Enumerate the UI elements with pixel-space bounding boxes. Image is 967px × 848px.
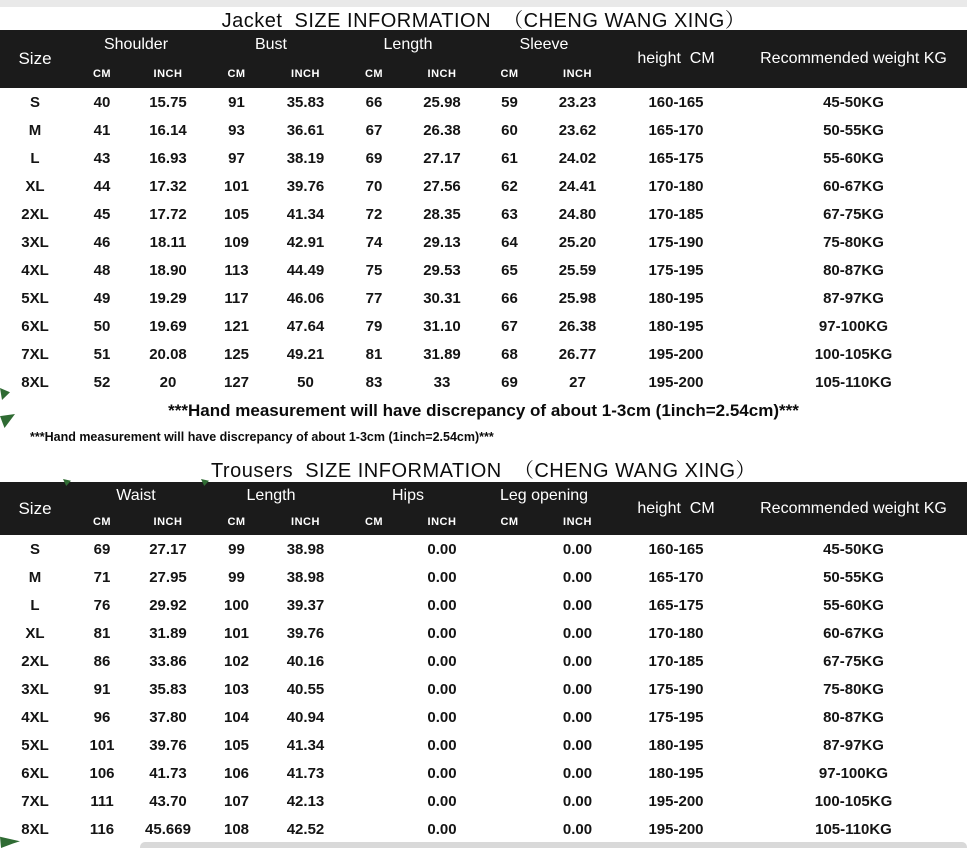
height-range-cell: 165-175 — [648, 596, 704, 614]
weight-range-cell: 45-50KG — [823, 93, 884, 111]
inch-value-cell: 41.73 — [149, 764, 187, 782]
cm-value-cell: 101 — [223, 177, 250, 195]
cm-value-cell: 59 — [501, 93, 518, 111]
weight-range-cell: 97-100KG — [818, 317, 889, 335]
cm-value-cell: 93 — [228, 121, 245, 139]
table-row — [0, 647, 967, 675]
inch-value-cell: 47.64 — [286, 317, 325, 335]
cm-value-cell: 125 — [223, 345, 250, 363]
height-range-cell: 170-180 — [648, 624, 704, 642]
weight-range-cell: 80-87KG — [823, 261, 884, 279]
jacket-length-header: Length — [383, 36, 433, 53]
height-range-cell: 175-190 — [648, 680, 704, 698]
trousers-leg-opening-header: Leg opening — [499, 486, 589, 504]
jacket-size-header: Size — [18, 49, 52, 68]
inch-value-cell: 0.00 — [427, 652, 457, 670]
inch-value-cell: 24.41 — [558, 177, 597, 195]
table-row — [0, 368, 967, 396]
cm-value-cell: 71 — [93, 568, 111, 586]
table-row — [0, 144, 967, 172]
trousers-title-band — [0, 455, 967, 482]
trousers-weight-header: Recommended weight KG — [760, 499, 947, 517]
table-row — [0, 340, 967, 368]
table-row — [0, 200, 967, 228]
inch-value-cell: 25.98 — [558, 289, 597, 307]
cm-value-cell: 103 — [223, 680, 250, 698]
inch-value-cell: 26.38 — [423, 121, 461, 139]
height-range-cell: 175-195 — [648, 261, 704, 279]
cm-value-cell: 81 — [365, 345, 383, 363]
inch-value-cell: 26.38 — [558, 317, 597, 335]
jacket-sleeve-header: Sleeve — [519, 36, 569, 53]
inch-value-cell: 27.17 — [149, 540, 187, 558]
cm-value-cell: 83 — [365, 373, 383, 391]
trousers-size-header: Size — [18, 498, 52, 518]
weight-range-cell: 67-75KG — [823, 205, 884, 223]
jacket-table-body — [0, 88, 967, 396]
cm-subheader: CM — [92, 68, 112, 80]
size-cell: XL — [25, 624, 45, 642]
bottom-edge-strip — [140, 842, 967, 848]
weight-range-cell: 87-97KG — [823, 289, 884, 307]
cm-value-cell: 117 — [224, 289, 249, 307]
cm-value-cell: 76 — [93, 596, 111, 614]
inch-value-cell: 40.55 — [286, 680, 325, 698]
inch-subheader: INCH — [427, 516, 457, 528]
cm-value-cell: 40 — [93, 93, 111, 111]
inch-value-cell: 0.00 — [562, 792, 593, 810]
inch-value-cell: 29.13 — [423, 233, 461, 251]
cm-value-cell: 52 — [93, 373, 111, 391]
cm-value-cell: 44 — [93, 177, 111, 195]
inch-value-cell: 42.91 — [286, 233, 325, 251]
cm-value-cell: 46 — [93, 233, 111, 251]
height-range-cell: 195-200 — [648, 792, 704, 810]
weight-range-cell: 60-67KG — [823, 177, 884, 195]
cm-value-cell: 74 — [365, 233, 383, 251]
cm-value-cell: 100 — [223, 596, 250, 614]
jacket-weight-header: Recommended weight KG — [760, 50, 947, 67]
inch-value-cell: 38.98 — [286, 540, 325, 558]
inch-value-cell: 0.00 — [427, 764, 457, 782]
inch-value-cell: 38.19 — [286, 149, 325, 167]
height-range-cell: 180-195 — [648, 317, 704, 335]
height-range-cell: 165-170 — [648, 121, 704, 139]
table-row — [0, 619, 967, 647]
inch-value-cell: 0.00 — [562, 568, 593, 586]
inch-value-cell: 30.31 — [423, 289, 461, 307]
table-row — [0, 172, 967, 200]
size-cell: 3XL — [21, 680, 49, 698]
cm-value-cell: 99 — [228, 540, 245, 558]
size-cell: 6XL — [21, 317, 49, 335]
table-row — [0, 535, 967, 563]
weight-range-cell: 100-105KG — [814, 345, 893, 363]
inch-value-cell: 33 — [433, 373, 451, 391]
inch-value-cell: 39.37 — [286, 596, 325, 614]
inch-value-cell: 24.80 — [558, 205, 597, 223]
cm-value-cell: 91 — [228, 93, 245, 111]
inch-value-cell: 31.10 — [423, 317, 461, 335]
inch-value-cell: 29.53 — [423, 261, 461, 279]
height-range-cell: 170-180 — [648, 177, 704, 195]
cm-value-cell: 106 — [223, 764, 250, 782]
inch-value-cell: 27.95 — [149, 568, 187, 586]
cm-subheader: CM — [500, 68, 519, 80]
inch-value-cell: 28.35 — [423, 205, 461, 223]
weight-range-cell: 67-75KG — [823, 652, 884, 670]
cm-value-cell: 69 — [93, 540, 111, 558]
cm-value-cell: 66 — [501, 289, 518, 307]
cm-subheader: CM — [500, 516, 519, 528]
inch-value-cell: 18.11 — [149, 233, 187, 251]
size-cell: 5XL — [21, 736, 49, 754]
size-cell: L — [30, 149, 40, 167]
cm-value-cell: 75 — [365, 261, 383, 279]
inch-subheader: INCH — [563, 516, 592, 528]
inch-value-cell: 41.73 — [286, 764, 325, 782]
table-row — [0, 759, 967, 787]
size-cell: 4XL — [21, 708, 49, 726]
jacket-table-header — [0, 30, 967, 88]
inch-value-cell: 42.52 — [286, 820, 325, 838]
cm-value-cell: 62 — [501, 177, 518, 195]
height-range-cell: 180-195 — [648, 736, 704, 754]
inch-subheader: INCH — [291, 516, 320, 528]
inch-value-cell: 49.21 — [286, 345, 325, 363]
height-range-cell: 165-170 — [648, 568, 704, 586]
cm-value-cell: 105 — [223, 205, 250, 223]
inch-value-cell: 26.77 — [558, 345, 597, 363]
size-cell: 2XL — [21, 205, 49, 223]
weight-range-cell: 75-80KG — [823, 680, 884, 698]
size-cell: 5XL — [21, 289, 49, 307]
trousers-length-header: Length — [246, 486, 296, 504]
cm-subheader: CM — [92, 516, 112, 528]
size-cell: M — [28, 121, 42, 139]
inch-value-cell: 0.00 — [427, 596, 457, 614]
weight-range-cell: 50-55KG — [823, 568, 884, 586]
inch-value-cell: 39.76 — [286, 177, 325, 195]
cm-value-cell: 66 — [365, 93, 383, 111]
cm-subheader: CM — [227, 516, 246, 528]
size-cell: 7XL — [21, 792, 49, 810]
inch-value-cell: 18.90 — [149, 261, 187, 279]
height-range-cell: 180-195 — [648, 764, 704, 782]
size-cell: M — [28, 568, 42, 586]
weight-range-cell: 45-50KG — [823, 540, 884, 558]
table-row — [0, 88, 967, 116]
jacket-title: Jacket SIZE INFORMATION （CHENG WANG XING） — [221, 9, 746, 32]
weight-range-cell: 80-87KG — [823, 708, 884, 726]
inch-value-cell: 0.00 — [562, 540, 593, 558]
weight-range-cell: 105-110KG — [815, 820, 892, 838]
cm-value-cell: 108 — [223, 820, 250, 838]
inch-value-cell: 40.94 — [286, 708, 325, 726]
height-range-cell: 170-185 — [648, 652, 704, 670]
cm-value-cell: 81 — [93, 624, 111, 642]
inch-value-cell: 40.16 — [286, 652, 325, 670]
weight-range-cell: 50-55KG — [823, 121, 884, 139]
inch-value-cell: 15.75 — [149, 93, 187, 111]
cm-value-cell: 51 — [93, 345, 111, 363]
table-row — [0, 563, 967, 591]
table-row — [0, 815, 967, 843]
jacket-bust-header: Bust — [254, 36, 287, 53]
inch-value-cell: 44.49 — [286, 261, 325, 279]
inch-value-cell: 0.00 — [562, 652, 593, 670]
weight-range-cell: 97-100KG — [818, 764, 889, 782]
height-range-cell: 195-200 — [648, 373, 704, 391]
size-cell: L — [30, 596, 40, 614]
inch-value-cell: 33.86 — [149, 652, 187, 670]
inch-value-cell: 27.17 — [423, 149, 461, 167]
size-cell: 7XL — [21, 345, 49, 363]
inch-value-cell: 19.69 — [149, 317, 187, 335]
cm-value-cell: 106 — [89, 764, 115, 782]
height-range-cell: 180-195 — [648, 289, 704, 307]
inch-value-cell: 35.83 — [149, 680, 187, 698]
table-row — [0, 312, 967, 340]
size-cell: 3XL — [21, 233, 49, 251]
weight-range-cell: 100-105KG — [814, 792, 893, 810]
cm-value-cell: 77 — [365, 289, 383, 307]
inch-subheader: INCH — [153, 516, 183, 528]
cm-value-cell: 72 — [365, 205, 383, 223]
size-cell: 8XL — [21, 820, 49, 838]
inch-value-cell: 0.00 — [427, 680, 457, 698]
inch-value-cell: 19.29 — [149, 289, 187, 307]
cm-value-cell: 105 — [223, 736, 250, 754]
trousers-table-body — [0, 535, 967, 843]
inch-value-cell: 0.00 — [562, 820, 593, 838]
inch-value-cell: 0.00 — [562, 764, 593, 782]
cm-value-cell: 63 — [501, 205, 518, 223]
measurement-note-primary: ***Hand measurement will have discrepancy of about 1-3cm (1inch=2.54cm)*** — [168, 401, 799, 420]
table-row — [0, 591, 967, 619]
trousers-height-header: height CM — [637, 499, 715, 517]
cm-value-cell: 91 — [93, 680, 111, 698]
inch-value-cell: 41.34 — [286, 205, 325, 223]
trousers-title: Trousers SIZE INFORMATION （CHENG WANG XING） — [210, 460, 757, 482]
inch-value-cell: 0.00 — [562, 708, 593, 726]
inch-value-cell: 0.00 — [562, 596, 593, 614]
inch-value-cell: 38.98 — [286, 568, 325, 586]
inch-value-cell: 20 — [159, 373, 177, 391]
size-cell: S — [29, 93, 40, 111]
cm-value-cell: 109 — [223, 233, 250, 251]
cm-value-cell: 97 — [228, 149, 245, 167]
weight-range-cell: 75-80KG — [823, 233, 884, 251]
height-range-cell: 195-200 — [648, 820, 704, 838]
inch-subheader: INCH — [291, 68, 320, 80]
inch-value-cell: 20.08 — [149, 345, 187, 363]
cm-value-cell: 68 — [501, 345, 518, 363]
trousers-waist-header: Waist — [116, 486, 156, 504]
table-row — [0, 116, 967, 144]
inch-value-cell: 31.89 — [149, 624, 187, 642]
cm-value-cell: 107 — [223, 792, 250, 810]
inch-value-cell: 35.83 — [286, 93, 325, 111]
size-cell: 2XL — [21, 652, 49, 670]
cm-value-cell: 69 — [501, 373, 518, 391]
inch-value-cell: 0.00 — [427, 540, 457, 558]
inch-value-cell: 36.61 — [286, 121, 325, 139]
cm-value-cell: 79 — [365, 317, 383, 335]
inch-value-cell: 27 — [569, 373, 586, 391]
inch-subheader: INCH — [427, 68, 457, 80]
inch-value-cell: 23.62 — [558, 121, 597, 139]
inch-value-cell: 24.02 — [558, 149, 597, 167]
cm-value-cell: 86 — [93, 652, 111, 670]
top-edge-strip — [0, 0, 967, 7]
inch-value-cell: 29.92 — [149, 596, 187, 614]
jacket-height-header: height CM — [637, 50, 715, 67]
inch-value-cell: 0.00 — [427, 736, 457, 754]
weight-range-cell: 60-67KG — [823, 624, 884, 642]
measurement-note-secondary: ***Hand measurement will have discrepancy of about 1-3cm (1inch=2.54cm)*** — [30, 430, 494, 444]
inch-value-cell: 0.00 — [427, 624, 457, 642]
size-cell: XL — [25, 177, 45, 195]
notes-band — [0, 396, 967, 455]
table-row — [0, 284, 967, 312]
inch-subheader: INCH — [563, 68, 592, 80]
size-cell: 4XL — [21, 261, 49, 279]
inch-value-cell: 0.00 — [427, 792, 457, 810]
cm-subheader: CM — [364, 516, 384, 528]
height-range-cell: 160-165 — [648, 93, 704, 111]
cm-value-cell: 41 — [93, 121, 111, 139]
inch-value-cell: 0.00 — [427, 708, 457, 726]
inch-value-cell: 0.00 — [562, 680, 593, 698]
cm-value-cell: 121 — [223, 317, 250, 335]
inch-value-cell: 0.00 — [562, 624, 593, 642]
table-row — [0, 256, 967, 284]
cm-value-cell: 99 — [228, 568, 245, 586]
cm-value-cell: 113 — [224, 261, 249, 279]
height-range-cell: 175-195 — [648, 708, 704, 726]
cm-value-cell: 111 — [90, 792, 114, 810]
cm-value-cell: 102 — [223, 652, 250, 670]
height-range-cell: 160-165 — [648, 540, 704, 558]
inch-value-cell: 16.93 — [149, 149, 187, 167]
cm-value-cell: 43 — [93, 149, 111, 167]
size-cell: S — [29, 540, 40, 558]
inch-value-cell: 45.669 — [145, 820, 191, 838]
weight-range-cell: 87-97KG — [823, 736, 884, 754]
inch-value-cell: 0.00 — [427, 820, 457, 838]
table-row — [0, 228, 967, 256]
cm-value-cell: 45 — [93, 205, 111, 223]
cm-value-cell: 101 — [89, 736, 115, 754]
inch-value-cell: 39.76 — [286, 624, 325, 642]
cm-value-cell: 101 — [223, 624, 250, 642]
height-range-cell: 170-185 — [648, 205, 704, 223]
table-row — [0, 675, 967, 703]
inch-value-cell: 17.72 — [149, 205, 187, 223]
table-row — [0, 731, 967, 759]
cm-value-cell: 48 — [93, 261, 111, 279]
cm-value-cell: 96 — [93, 708, 111, 726]
cm-value-cell: 65 — [501, 261, 518, 279]
inch-value-cell: 42.13 — [286, 792, 325, 810]
cm-value-cell: 67 — [365, 121, 383, 139]
size-cell: 6XL — [21, 764, 49, 782]
weight-range-cell: 55-60KG — [823, 596, 884, 614]
cm-value-cell: 60 — [501, 121, 518, 139]
cm-value-cell: 104 — [223, 708, 250, 726]
cm-value-cell: 61 — [501, 149, 518, 167]
inch-value-cell: 0.00 — [427, 568, 457, 586]
size-cell: 8XL — [21, 373, 49, 391]
weight-range-cell: 105-110KG — [815, 373, 892, 391]
cm-value-cell: 70 — [365, 177, 383, 195]
inch-value-cell: 46.06 — [286, 289, 325, 307]
inch-value-cell: 27.56 — [423, 177, 461, 195]
jacket-shoulder-header: Shoulder — [103, 36, 169, 53]
inch-value-cell: 25.98 — [423, 93, 461, 111]
inch-value-cell: 23.23 — [558, 93, 597, 111]
cm-value-cell: 64 — [501, 233, 518, 251]
inch-value-cell: 31.89 — [423, 345, 461, 363]
inch-value-cell: 25.59 — [558, 261, 597, 279]
cm-value-cell: 69 — [365, 149, 383, 167]
inch-value-cell: 25.20 — [558, 233, 597, 251]
cm-value-cell: 116 — [89, 820, 115, 838]
inch-value-cell: 16.14 — [149, 121, 187, 139]
inch-value-cell: 39.76 — [149, 736, 187, 754]
cm-subheader: CM — [227, 68, 246, 80]
inch-value-cell: 37.80 — [149, 708, 187, 726]
cm-value-cell: 67 — [501, 317, 518, 335]
table-row — [0, 787, 967, 815]
trousers-table-header — [0, 482, 967, 535]
height-range-cell: 195-200 — [648, 345, 704, 363]
cm-value-cell: 49 — [93, 289, 111, 307]
height-range-cell: 175-190 — [648, 233, 704, 251]
height-range-cell: 165-175 — [648, 149, 704, 167]
weight-range-cell: 55-60KG — [823, 149, 884, 167]
inch-value-cell: 41.34 — [286, 736, 325, 754]
trousers-hips-header: Hips — [391, 486, 424, 504]
inch-value-cell: 0.00 — [562, 736, 593, 754]
inch-value-cell: 17.32 — [149, 177, 187, 195]
table-row — [0, 703, 967, 731]
cm-value-cell: 127 — [223, 373, 250, 391]
inch-value-cell: 50 — [297, 373, 314, 391]
cm-value-cell: 50 — [93, 317, 111, 335]
inch-subheader: INCH — [153, 68, 183, 80]
inch-value-cell: 43.70 — [149, 792, 187, 810]
cm-subheader: CM — [364, 68, 384, 80]
